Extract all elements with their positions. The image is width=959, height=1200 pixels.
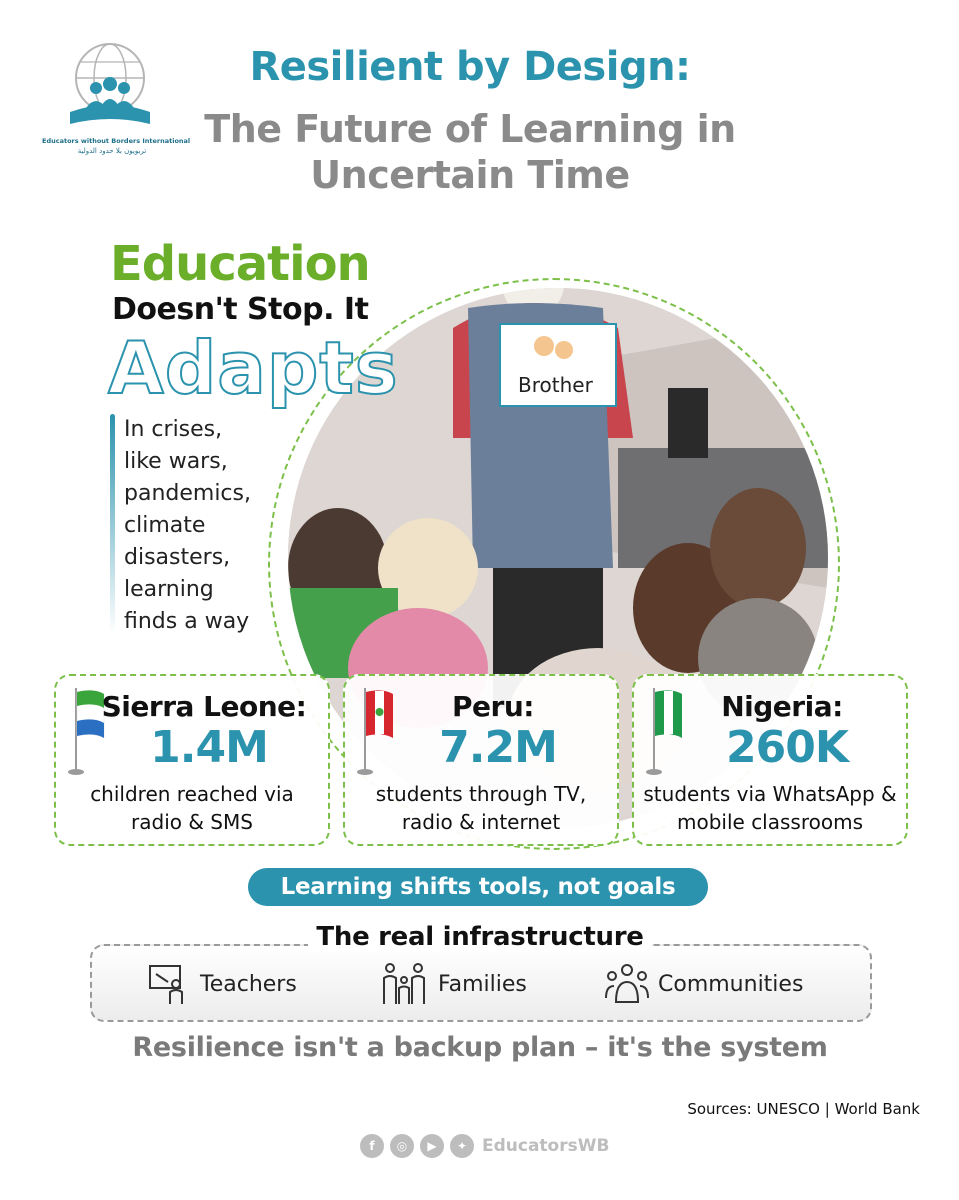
stat-card-nigeria — [632, 674, 908, 846]
crisis-line: finds a way — [124, 609, 250, 634]
headline-adapts: Adapts — [108, 326, 399, 410]
infrastructure-item-communities — [604, 962, 803, 1006]
community-icon — [604, 962, 650, 1006]
stat-country: Sierra Leone: — [101, 690, 307, 723]
family-icon — [380, 962, 430, 1006]
infrastructure-label: Communities — [658, 971, 804, 997]
infrastructure-label: Teachers — [200, 971, 297, 997]
tagline: Resilience isn't a backup plan – it's the system — [132, 1032, 828, 1063]
social-links — [360, 1132, 609, 1160]
page-title: Resilient by Design: — [249, 44, 691, 90]
stat-value: 7.2M — [439, 722, 557, 773]
logo-name-english: Educators without Borders International — [42, 137, 191, 145]
headline-education: Education — [110, 236, 370, 292]
infrastructure-title: The real infrastructure — [308, 922, 652, 952]
crisis-line: disasters, — [124, 545, 231, 570]
crisis-line: climate — [124, 513, 206, 538]
stat-description: students through TV, radio & internet — [375, 782, 587, 834]
stat-description: children reached via radio & SMS — [90, 782, 294, 834]
accent-bar — [110, 414, 115, 634]
crisis-text — [124, 414, 294, 638]
infrastructure-item-families — [380, 962, 527, 1006]
social-handle[interactable]: EducatorsWB — [482, 1136, 610, 1156]
facebook-icon[interactable]: f — [360, 1134, 384, 1158]
logo-name-arabic: تربويون بلا حدود الدولية — [77, 147, 147, 155]
stat-value: 260K — [726, 722, 848, 773]
youtube-icon[interactable]: ▶ — [420, 1134, 444, 1158]
stat-description: students via WhatsApp & mobile classrooms — [643, 782, 897, 834]
flashcard-text: Brother — [518, 373, 593, 397]
crisis-line: learning — [124, 577, 214, 602]
sources: Sources: UNESCO | World Bank — [687, 1100, 920, 1118]
crisis-line: In crises, — [124, 417, 223, 442]
stat-country: Nigeria: — [721, 690, 843, 723]
key-message-pill: Learning shifts tools, not goals — [248, 868, 708, 906]
infrastructure-item-teachers — [146, 962, 297, 1006]
crisis-line: like wars, — [124, 449, 228, 474]
stat-card-sierra-leone — [54, 674, 330, 846]
instagram-icon[interactable]: ◎ — [390, 1134, 414, 1158]
crisis-line: pandemics, — [124, 481, 251, 506]
page-subtitle: The Future of Learning in Uncertain Time — [204, 107, 736, 197]
stat-country: Peru: — [452, 690, 534, 723]
stat-card-peru — [343, 674, 619, 846]
teacher-icon — [146, 962, 192, 1006]
stat-value: 1.4M — [150, 722, 268, 773]
infrastructure-label: Families — [438, 971, 527, 997]
headline-doesnt-stop: Doesn't Stop. It — [112, 292, 369, 327]
twitter-icon[interactable]: ✦ — [450, 1134, 474, 1158]
